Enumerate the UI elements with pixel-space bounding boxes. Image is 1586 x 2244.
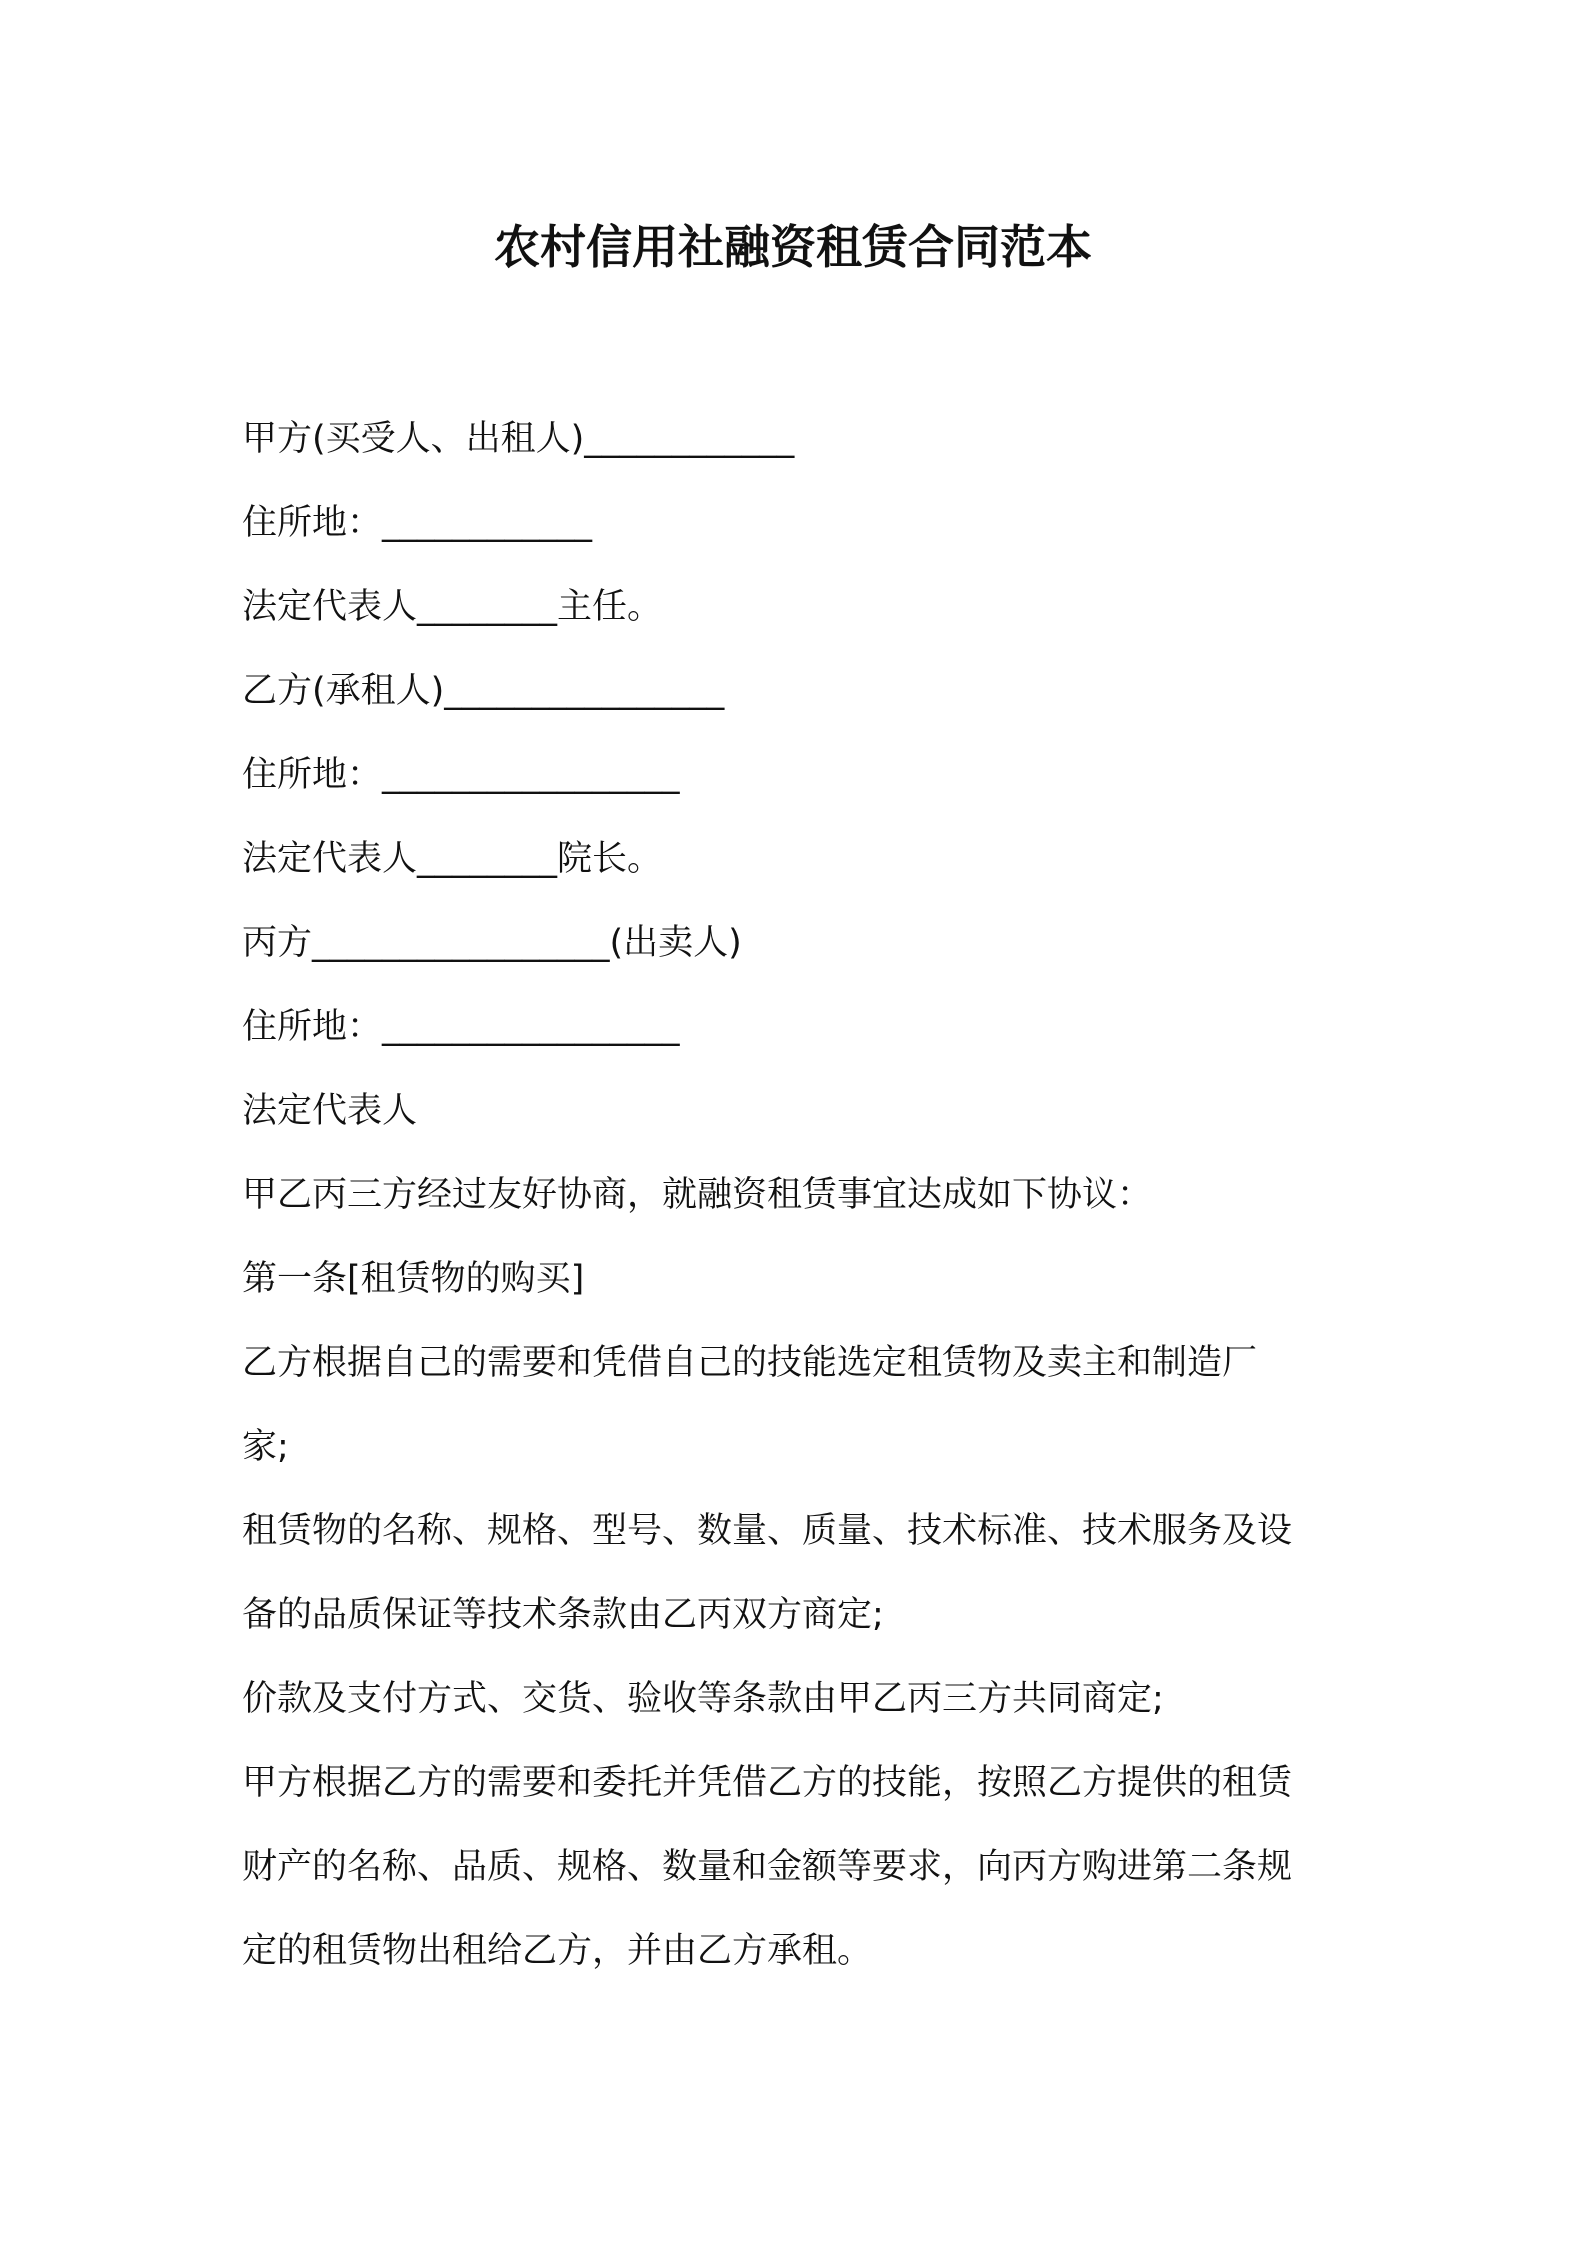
party-c-representative-line: 法定代表人 xyxy=(242,1091,418,1131)
party-c-address-line: 住所地：_________________ xyxy=(242,1007,680,1047)
article-one-paragraph-line: 价款及支付方式、交货、验收等条款由甲乙丙三方共同商定; xyxy=(242,1679,1164,1719)
article-one-paragraph-line: 甲方根据乙方的需要和委托并凭借乙方的技能，按照乙方提供的租赁 xyxy=(242,1763,1293,1803)
document-title: 农村信用社融资租赁合同范本 xyxy=(494,220,1092,274)
article-one-paragraph-line: 租赁物的名称、规格、型号、数量、质量、技术标准、技术服务及设 xyxy=(242,1511,1293,1551)
party-a-representative-line: 法定代表人________主任。 xyxy=(242,587,663,627)
article-one-paragraph-line: 乙方根据自己的需要和凭借自己的技能选定租赁物及卖主和制造厂 xyxy=(242,1343,1258,1383)
article-one-paragraph-line: 定的租赁物出租给乙方，并由乙方承租。 xyxy=(242,1931,873,1971)
article-one-paragraph-line: 家; xyxy=(242,1427,289,1467)
party-a-address-line: 住所地：____________ xyxy=(242,503,593,543)
article-one-paragraph-line: 备的品质保证等技术条款由乙丙双方商定; xyxy=(242,1595,884,1635)
article-one-paragraph-line: 财产的名称、品质、规格、数量和金额等要求，向丙方购进第二条规 xyxy=(242,1847,1293,1887)
party-b-representative-line: 法定代表人________院长。 xyxy=(242,839,663,879)
party-a-line: 甲方(买受人、出租人)____________ xyxy=(242,419,795,459)
document-body xyxy=(242,397,1357,1993)
article-one-heading: 第一条[租赁物的购买] xyxy=(242,1259,585,1299)
party-b-line: 乙方(承租人)________________ xyxy=(242,671,725,711)
party-c-line: 丙方_________________(出卖人) xyxy=(242,923,742,963)
party-b-address-line: 住所地：_________________ xyxy=(242,755,680,795)
agreement-intro-line: 甲乙丙三方经过友好协商，就融资租赁事宜达成如下协议： xyxy=(242,1175,1153,1215)
